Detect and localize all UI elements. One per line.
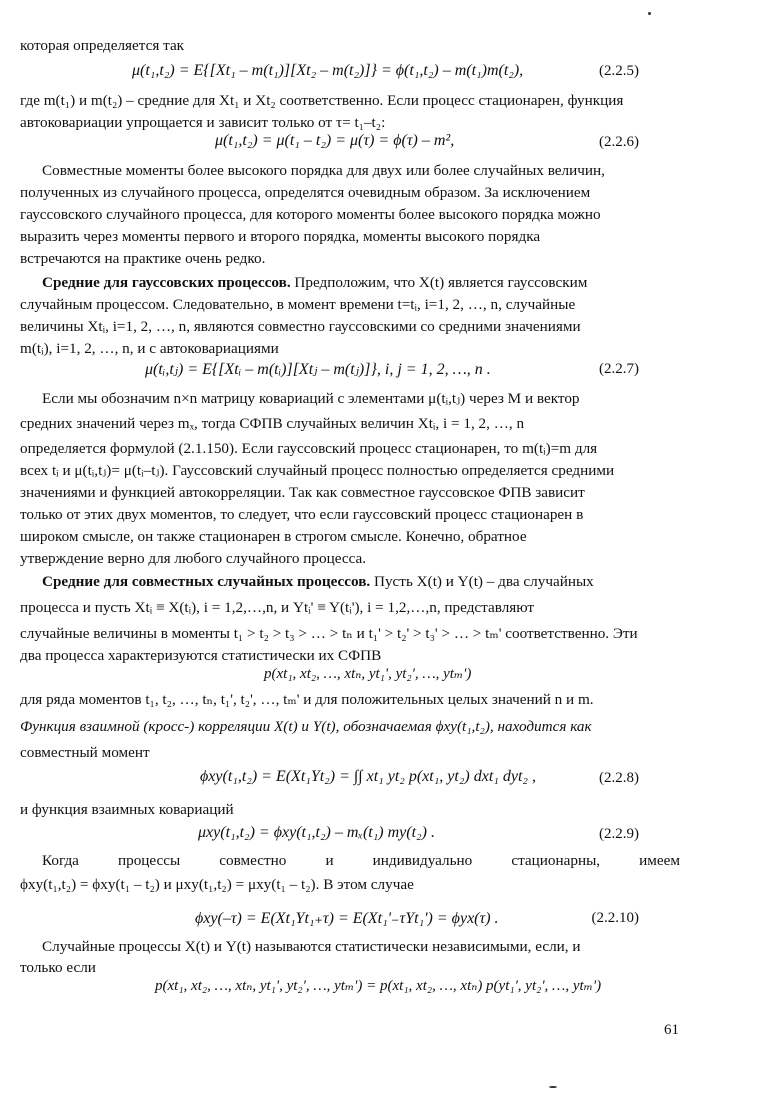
equation-number: (2.2.7) bbox=[599, 361, 639, 377]
text-line: Случайные процессы X(t) и Y(t) называются статистически независимыми, если, и bbox=[42, 938, 581, 955]
text-line: Совместные моменты более высокого порядка для двух или более случайных величин, bbox=[42, 162, 605, 179]
text-line: широком смысле, он также стационарен в строгом смысле. Конечно, обратное bbox=[20, 528, 527, 545]
page-number: 61 bbox=[664, 1022, 679, 1038]
text-line: полученных из случайного процесса, определятся очевидным образом. За исключением bbox=[20, 184, 591, 201]
equation-joint-pdf: p(xt₁, xt₂, …, xtₙ, yt₁', yt₂', …, ytₘ') bbox=[264, 666, 472, 682]
text-line: значениями и функцией автокорреляции. Так как совместное гауссовское ФПВ зависит bbox=[20, 484, 585, 501]
text-line: Когда процессы совместно и индивидуально стационарны, имеем bbox=[42, 852, 680, 869]
equation-number: (2.2.8) bbox=[599, 770, 639, 786]
text-line: выразить через моменты первого и второго порядка, моменты высокого порядка bbox=[20, 228, 541, 245]
text-line: где m(t₁) и m(t₂) – средние для Xt₁ и Xt₂ соответственно. Если процесс стационарен, функция bbox=[20, 92, 624, 109]
scan-speck bbox=[648, 12, 651, 15]
scan-speck bbox=[549, 1086, 557, 1088]
text-line: процесса и пусть Xtᵢ ≡ X(tᵢ), i = 1,2,…,n, и Ytᵢ' ≡ Y(tᵢ'), i = 1,2,…,n, представляют bbox=[20, 599, 535, 616]
equation-2-2-7: μ(tᵢ,tⱼ) = E{[Xtᵢ – m(tᵢ)][Xtⱼ – m(tⱼ)]}, i, j = 1, 2, …, n . bbox=[145, 361, 491, 378]
equation-independence: p(xt₁, xt₂, …, xtₙ, yt₁', yt₂', …, ytₘ') = p(xt₁, xt₂, …, xtₙ) p(yt₁', yt₂', …, ytₘ') bbox=[155, 978, 602, 994]
text-line: только от этих двух моментов, то следует, что если гауссовский процесс стационарен в bbox=[20, 506, 584, 523]
equation-number: (2.2.9) bbox=[599, 826, 639, 842]
text-line: Средние для гауссовских процессов. Предположим, что X(t) является гауссовским bbox=[42, 274, 588, 291]
text-line: Средние для совместных случайных процессов. Пусть X(t) и Y(t) – два случайных bbox=[42, 573, 594, 590]
equation-number: (2.2.6) bbox=[599, 134, 639, 150]
text-line: всех tᵢ и μ(tᵢ,tⱼ)= μ(tᵢ–tⱼ). Гауссовский случайный процесс полностью определяется средними bbox=[20, 462, 615, 479]
text-line: ϕxy(t₁,t₂) = ϕxy(t₁ – t₂) и μxy(t₁,t₂) = μxy(t₁ – t₂). В этом случае bbox=[20, 876, 414, 893]
equation-number: (2.2.5) bbox=[599, 63, 639, 79]
text-line: m(tᵢ), i=1, 2, …, n, и с автоковариациями bbox=[20, 340, 279, 357]
section-heading: Средние для совместных случайных процессов. bbox=[42, 573, 371, 590]
text-line: определяется формулой (2.1.150). Если гауссовский процесс стационарен, то m(tᵢ)=m для bbox=[20, 440, 598, 457]
section-heading: Средние для гауссовских процессов. bbox=[42, 274, 291, 291]
equation-2-2-8: ϕxy(t₁,t₂) = E(Xt₁Yt₂) = ∫∫ xt₁ yt₂ p(xt₁, yt₂) dxt₁ dyt₂ , bbox=[200, 768, 536, 785]
equation-2-2-10: ϕxy(–τ) = E(Xt₁Yt₁₊τ) = E(Xt₁'₋τYt₁') = ϕyx(τ) . bbox=[195, 910, 499, 927]
equation-number: (2.2.10) bbox=[591, 910, 639, 926]
text-line: для ряда моментов t₁, t₂, …, tₙ, t₁', t₂', …, tₘ' и для положительных целых значений n и m. bbox=[20, 691, 594, 708]
text-line: случайные величины в моменты t₁ > t₂ > t₃ > … > tₙ и t₁' > t₂' > t₃' > … > tₘ' соответственно. Эти bbox=[20, 625, 638, 642]
equation-2-2-9: μxy(t₁,t₂) = ϕxy(t₁,t₂) – mₓ(t₁) my(t₂) . bbox=[198, 824, 435, 841]
text-line: встречаются на практике очень редко. bbox=[20, 250, 266, 267]
text-line: гауссовского случайного процесса, для которого моменты более высокого порядка можно bbox=[20, 206, 601, 223]
equation-2-2-5: μ(t₁,t₂) = E{[Xt₁ – m(t₁)][Xt₂ – m(t₂)]} = ϕ(t₁,t₂) – m(t₁)m(t₂), bbox=[132, 62, 524, 79]
text-line: Если мы обозначим n×n матрицу ковариаций с элементами μ(tᵢ,tⱼ) через M и вектор bbox=[42, 390, 580, 407]
equation-2-2-6: μ(t₁,t₂) = μ(t₁ – t₂) = μ(τ) = ϕ(τ) – m², bbox=[215, 132, 455, 149]
text-line: два процесса характеризуются статистически их СФПВ bbox=[20, 647, 382, 664]
text-line: совместный момент bbox=[20, 744, 150, 761]
text-line: средних значений через mₓ, тогда СФПВ случайных величин Xtᵢ, i = 1, 2, …, n bbox=[20, 415, 525, 432]
text-line: только если bbox=[20, 959, 96, 976]
text-line: случайным процессом. Следовательно, в момент времени t=tᵢ, i=1, 2, …, n, случайные bbox=[20, 296, 576, 313]
text-line: которая определяется так bbox=[20, 37, 185, 54]
text-line: автоковариации упрощается и зависит только от τ= t₁–t₂: bbox=[20, 114, 386, 131]
text-line: и функция взаимных ковариаций bbox=[20, 801, 234, 818]
text-line: величины Xtᵢ, i=1, 2, …, n, являются совместно гауссовскими со средними значениями bbox=[20, 318, 581, 335]
text-line: Функция взаимной (кросс-) корреляции X(t) и Y(t), обозначаемая ϕxy(t₁,t₂), находится как bbox=[20, 718, 592, 735]
text-line: утверждение верно для любого случайного процесса. bbox=[20, 550, 367, 567]
